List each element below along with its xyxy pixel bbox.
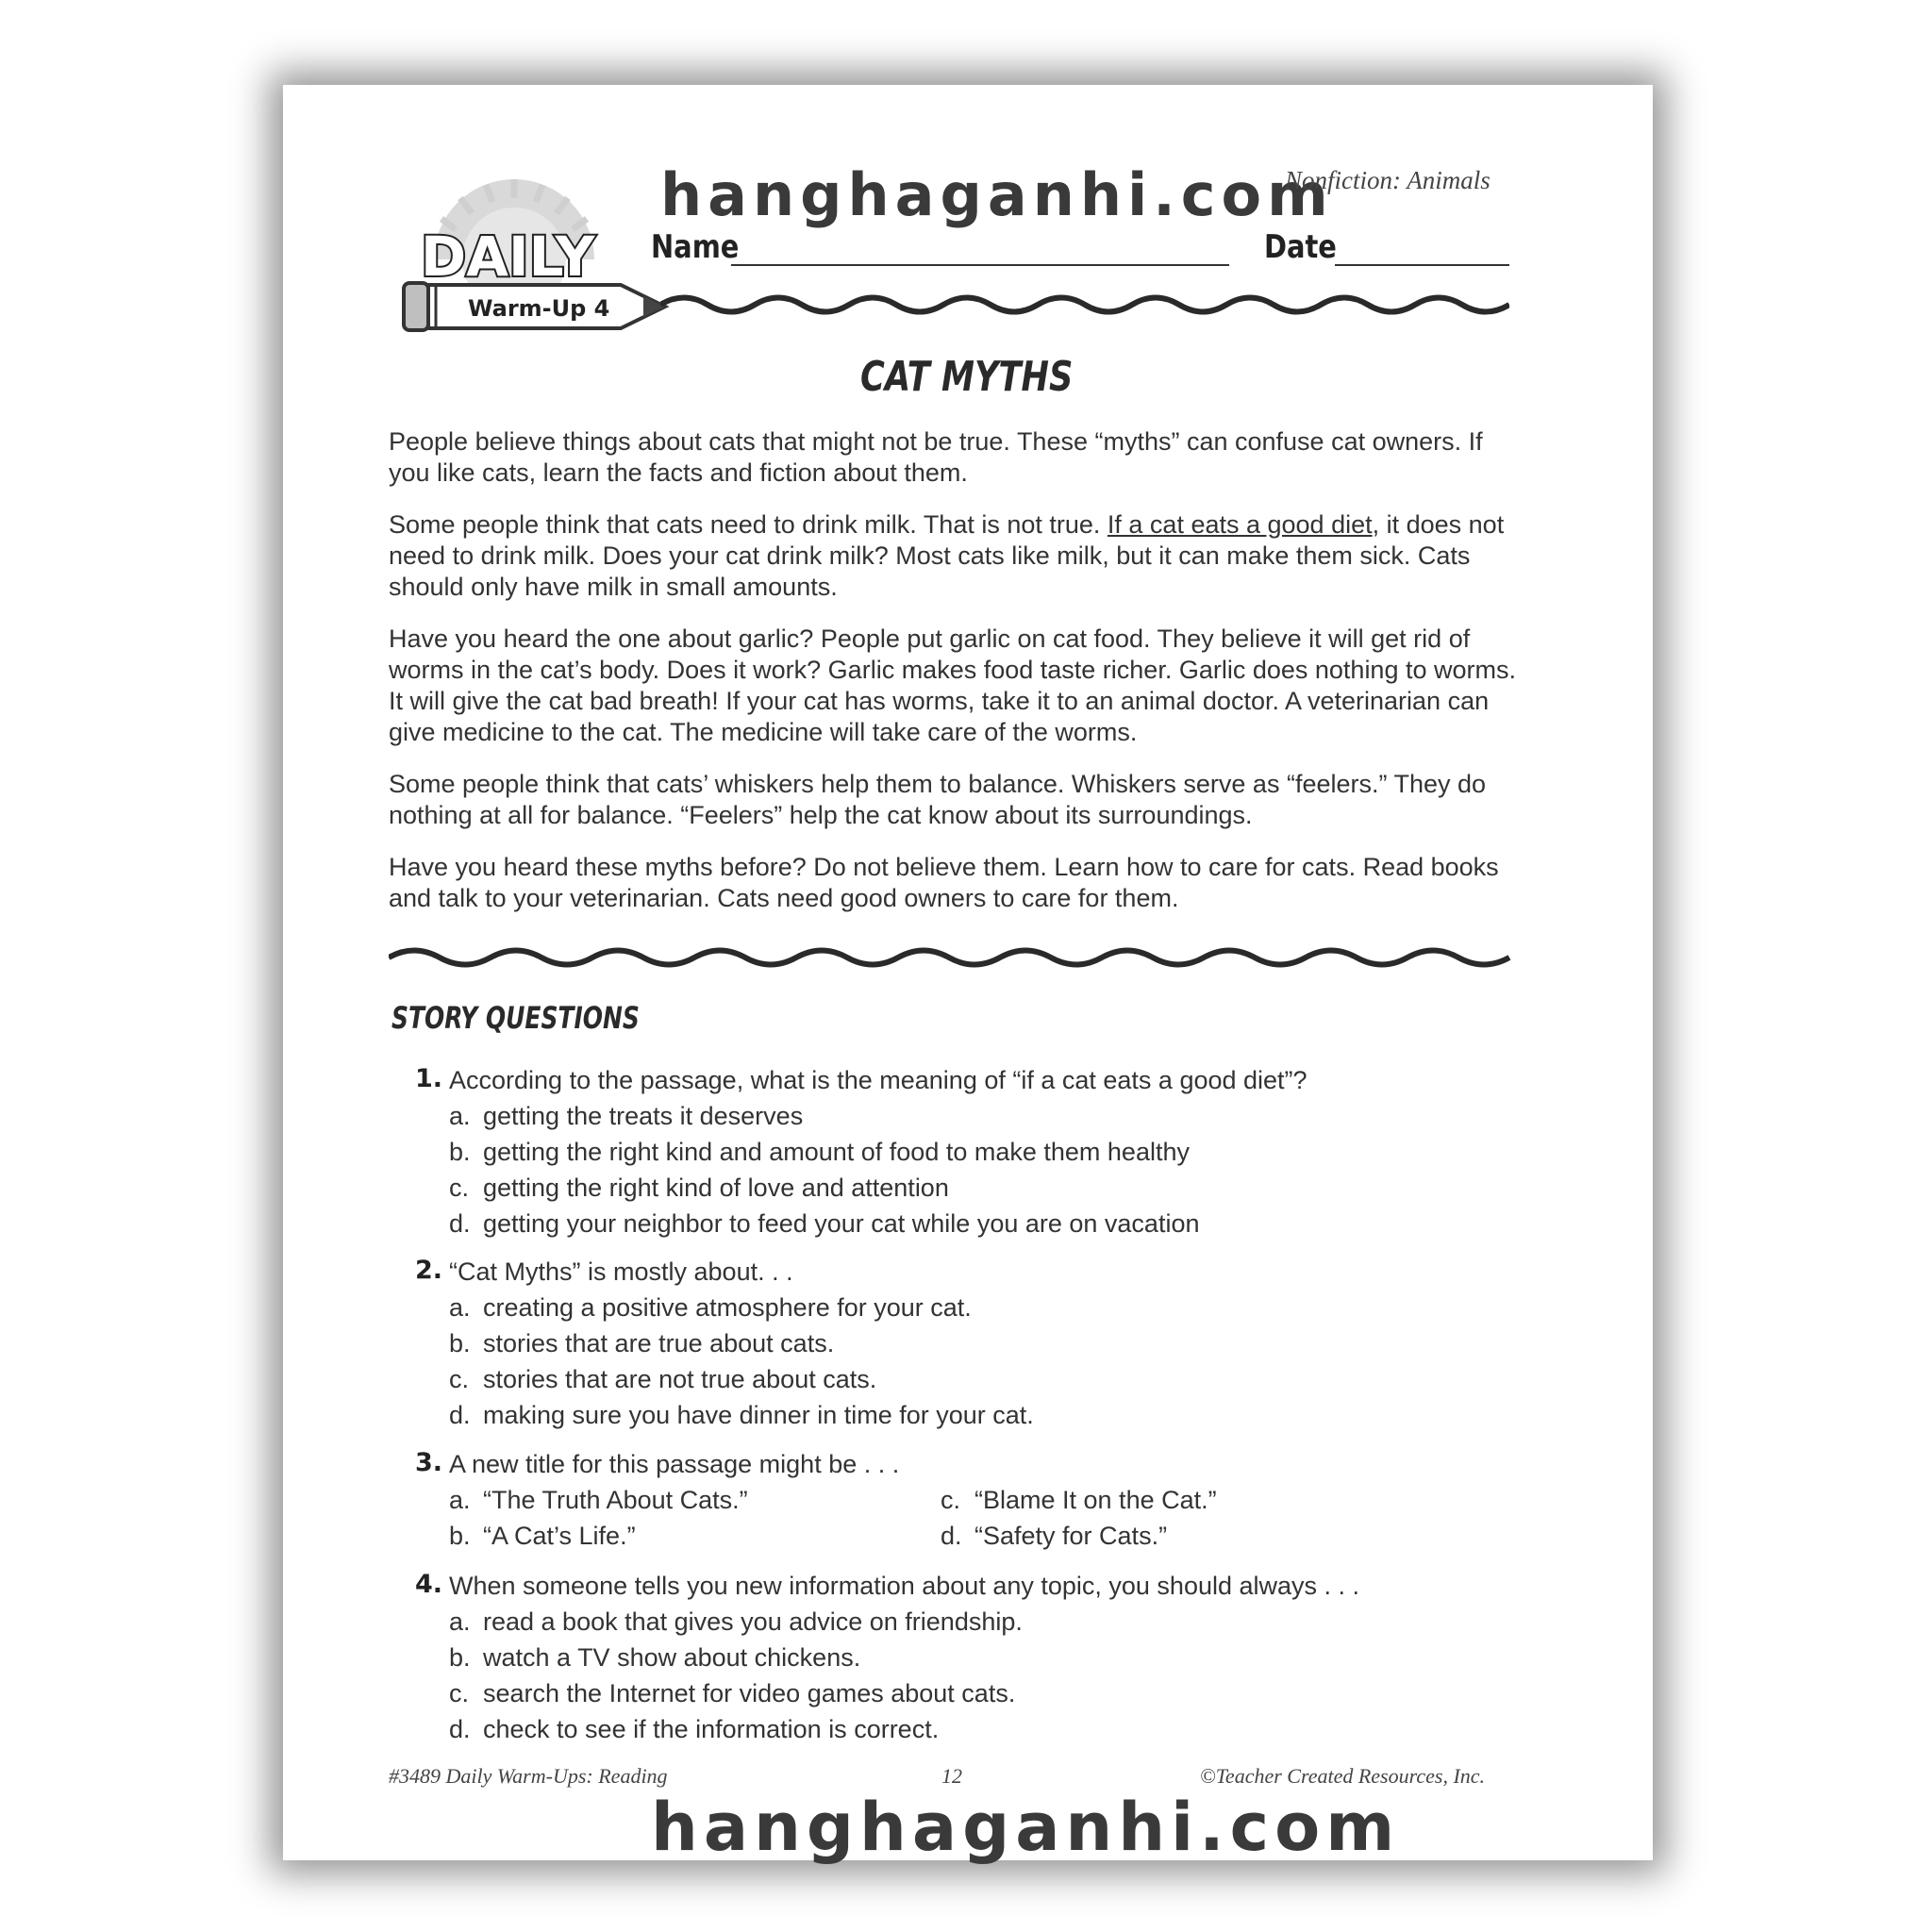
answer-option[interactable]: c. getting the right kind of love and attention	[449, 1174, 949, 1202]
footer-book-title: #3489 Daily Warm-Ups: Reading	[389, 1764, 668, 1788]
answer-option[interactable]: d. “Safety for Cats.”	[941, 1522, 1168, 1550]
worksheet-title: CAT MYTHS	[860, 353, 1074, 401]
answer-option[interactable]: d. getting your neighbor to feed your cat while you are on vacation	[449, 1209, 1200, 1238]
question-number: 3.	[415, 1448, 443, 1477]
watermark-bottom: hanghaganhi.com	[651, 1789, 1401, 1866]
wavy-divider-top	[660, 291, 1509, 319]
question-number: 1.	[415, 1064, 443, 1093]
answer-option[interactable]: a. getting the treats it deserves	[449, 1102, 804, 1130]
passage-paragraph-5: Have you heard these myths before? Do not believe them. Learn how to care for cats. Read books and talk to your veterinarian. Cats need good owners to care for them.	[389, 853, 1499, 912]
answer-option[interactable]: a. “The Truth About Cats.”	[449, 1486, 748, 1514]
answer-option[interactable]: d. check to see if the information is correct.	[449, 1715, 940, 1743]
answer-option[interactable]: b. watch a TV show about chickens.	[449, 1643, 861, 1672]
passage-paragraph-2: Some people think that cats need to drink milk. That is not true. If a cat eats a good diet, it does not need to drink milk. Does your cat drink milk? Most cats like milk, but it can make them sick. Cats should only have milk in small amounts.	[389, 510, 1505, 601]
question-text: When someone tells you new information about any topic, you should always . . .	[449, 1572, 1360, 1600]
footer-copyright: ©Teacher Created Resources, Inc.	[1200, 1764, 1486, 1788]
reading-passage	[389, 426, 1519, 935]
footer-page-number: 12	[941, 1764, 962, 1788]
answer-option[interactable]: c. stories that are not true about cats.	[449, 1365, 877, 1393]
answer-option[interactable]: a. read a book that gives you advice on friendship.	[449, 1607, 1023, 1636]
date-label: Date	[1264, 228, 1337, 266]
name-field[interactable]	[731, 264, 1229, 266]
wavy-divider-middle	[389, 943, 1511, 972]
question-number: 2.	[415, 1256, 443, 1285]
daily-warmup-logo	[396, 170, 679, 335]
logo-subtitle: Warm-Up 4	[468, 295, 610, 322]
logo-word: DAILY	[421, 225, 595, 289]
answer-option[interactable]: b. getting the right kind and amount of food to make them healthy	[449, 1138, 1190, 1166]
passage-paragraph-3: Have you heard the one about garlic? People put garlic on cat food. They believe it will get rid of worms in the cat’s body. Does it work? Garlic makes food taste richer. Garlic does nothing to worms. It will give the cat bad breath! If your cat has worms, take it to an animal doctor. A veterinarian can give medicine to the cat. The medicine will take care of the worms.	[389, 625, 1516, 746]
answer-option[interactable]: b. stories that are true about cats.	[449, 1329, 835, 1357]
question-text: According to the passage, what is the meaning of “if a cat eats a good diet”?	[449, 1066, 1307, 1094]
answer-option[interactable]: a. creating a positive atmosphere for your cat.	[449, 1293, 972, 1322]
answer-option[interactable]: d. making sure you have dinner in time for your cat.	[449, 1401, 1034, 1429]
answer-option[interactable]: b. “A Cat’s Life.”	[449, 1522, 636, 1550]
story-questions-heading: STORY QUESTIONS	[391, 1000, 640, 1036]
answer-option[interactable]: c. “Blame It on the Cat.”	[941, 1486, 1217, 1514]
category-label: Nonfiction: Animals	[1285, 166, 1491, 194]
question-text: A new title for this passage might be . . .	[449, 1450, 900, 1478]
underlined-phrase: If a cat eats a good diet	[1107, 510, 1373, 539]
answer-option[interactable]: c. search the Internet for video games about cats.	[449, 1679, 1016, 1707]
name-label: Name	[651, 228, 740, 266]
passage-paragraph-4: Some people think that cats’ whiskers help them to balance. Whiskers serve as “feelers.” They do nothing at all for balance. “Feelers” help the cat know about its surroundings.	[389, 770, 1487, 829]
watermark-top: hanghaganhi.com	[660, 160, 1334, 229]
date-field[interactable]	[1335, 264, 1509, 266]
question-number: 4.	[415, 1570, 443, 1599]
passage-paragraph-1: People believe things about cats that might not be true. These “myths” can confuse cat owners. If you like cats, learn the facts and fiction about them.	[389, 427, 1483, 487]
question-text: “Cat Myths” is mostly about. . .	[449, 1257, 793, 1286]
